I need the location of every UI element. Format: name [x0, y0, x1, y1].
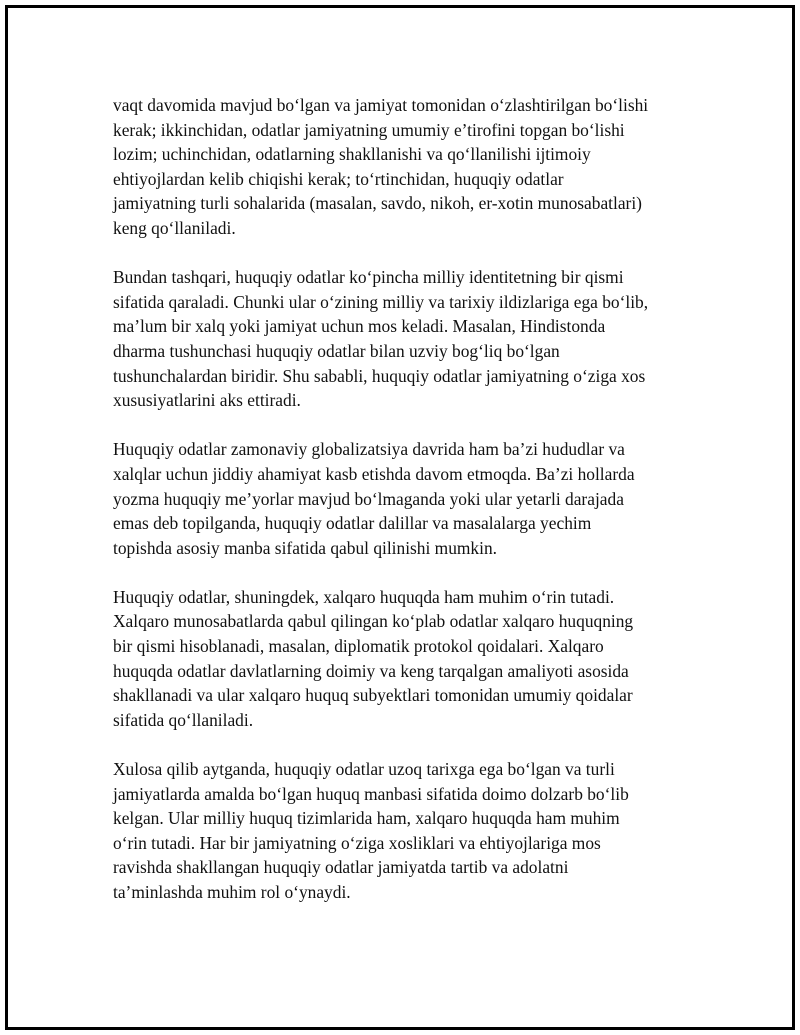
- document-body: [113, 93, 703, 905]
- paragraph-international-law: Huquqiy odatlar, shuningdek, xalqaro huquqda ham muhim o‘rin tutadi. Xalqaro munosabatlarda qabul qilingan ko‘plab odatlar xalqaro huquqning bir qismi hisoblanadi, masalan, diplomatik protokol qoidalari. Xalqaro huquqda odatlar davlatlarning doimiy va keng tarqalgan amaliyoti asosida shakllanadi va ular xalqaro huquq subyektlari tomonidan umumiy qoidalar sifatida qo‘llaniladi.: [113, 586, 634, 730]
- paragraph-globalization: Huquqiy odatlar zamonaviy globalizatsiya davrida ham ba’zi hududlar va xalqlar uchun jiddiy ahamiyat kasb etishda davom etmoqda. Ba’zi hollarda yozma huquqiy me’yorlar mavjud bo‘lmaganda yoki ular yetarli darajada emas deb topilganda, huquqiy odatlar dalillar va masalalarga yechim topishda asosiy manba sifatida qabul qilinishi mumkin.: [113, 439, 635, 558]
- paragraph-national-identity: Bundan tashqari, huquqiy odatlar ko‘pincha milliy identitetning bir qismi sifatida qaraladi. Chunki ular o‘zining milliy va tarixiy ildizlariga ega bo‘lib, ma’lum bir xalq yoki jamiyat uchun mos keladi. Masalan, Hindistonda dharma tushunchasi huquqiy odatlar bilan uzviy bog‘liq bo‘lgan tushunchalardan biridir. Shu sababli, huquqiy odatlar jamiyatning o‘ziga xos xususiyatlarini aks ettiradi.: [113, 267, 649, 411]
- paragraph-conclusion: Xulosa qilib aytganda, huquqiy odatlar uzoq tarixga ega bo‘lgan va turli jamiyatlarda amalda bo‘lgan huquq manbasi sifatida doimo dolzarb bo‘lib kelgan. Ular milliy huquq tizimlarida ham, xalqaro huquqda ham muhim o‘rin tutadi. Har bir jamiyatning o‘ziga xosliklari va ehtiyojlariga mos ravishda shakllangan huquqiy odatlar jamiyatda tartib va adolatni ta’minlashda muhim rol o‘ynaydi.: [113, 759, 629, 902]
- paragraph-criteria: vaqt davomida mavjud bo‘lgan va jamiyat tomonidan o‘zlashtirilgan bo‘lishi kerak; ikkinchidan, odatlar jamiyatning umumiy e’tirofini topgan bo‘lishi lozim; uchinchidan, odatlarning shakllanishi va qo‘llanilishi ijtimoiy ehtiyojlardan kelib chiqishi kerak; to‘rtinchidan, huquqiy odatlar jamiyatning turli sohalarida (masalan, savdo, nikoh, er-xotin munosabatlari) keng qo‘llaniladi.: [113, 95, 649, 238]
